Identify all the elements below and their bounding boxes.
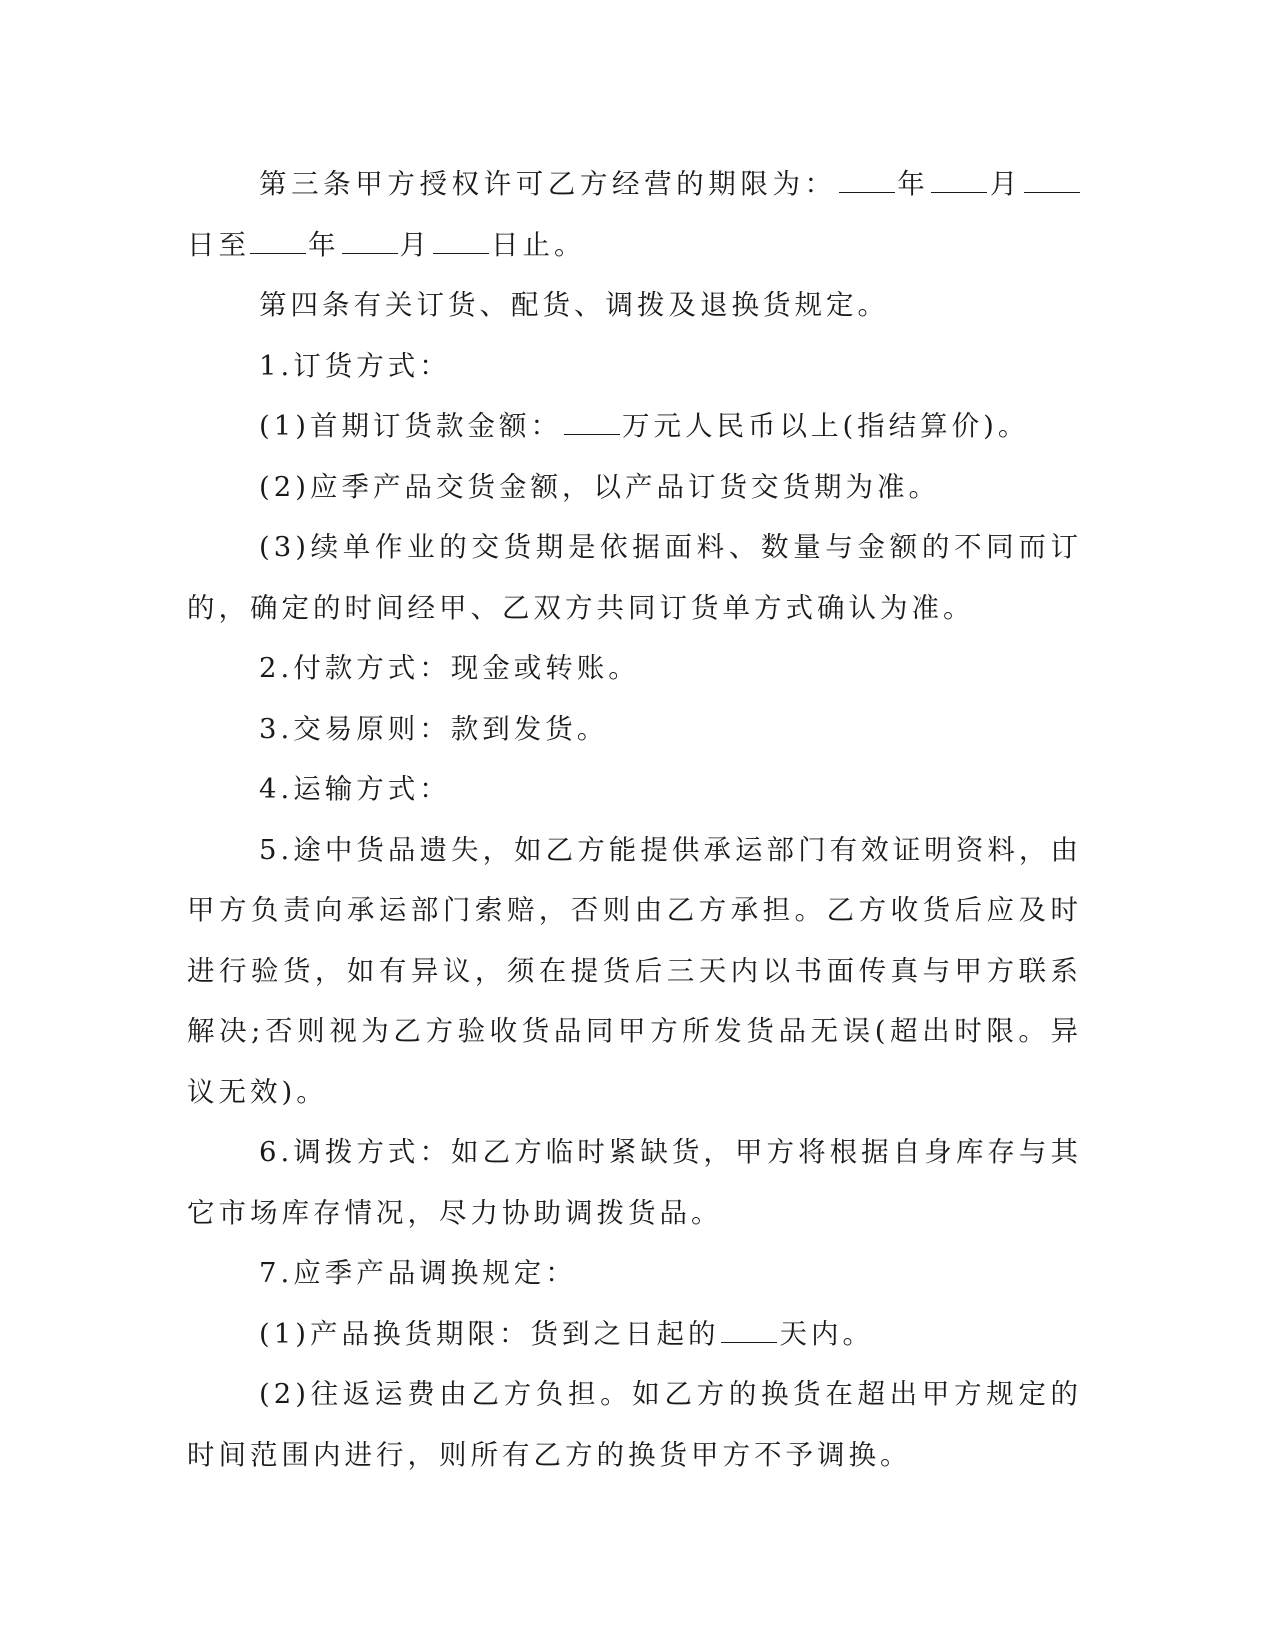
blank-end-month [342,224,398,254]
paragraph-payment-method: 2.付款方式：现金或转账。 [259,652,640,684]
paragraph-seasonal-delivery: (2)应季产品交货金额，以产品订货交货期为准。 [259,470,940,503]
blank-start-year [839,163,895,193]
blank-end-year [250,224,306,254]
blank-start-month [931,163,987,193]
paragraph-article-3: 第三条甲方授权许可乙方经营的期限为： 年 月日至 年 月 日止。 [187,154,1082,275]
paragraph-freight-cost: (2)往返运费由乙方负担。如乙方的换货在超出甲方规定的时间范围内进行，则所有乙方的换货甲方不予调换。 [187,1378,1082,1471]
paragraph-transport-method: 4.运输方式： [259,773,451,805]
paragraph-exchange-period: (1)产品换货期限：货到之日起的 天内。 [187,1304,1082,1365]
paragraph-trade-principle: 3.交易原则：款到发货。 [259,712,609,745]
paragraph-article-4: 第四条有关订货、配货、调拨及退换货规定。 [259,289,889,321]
document-page [187,154,1082,1485]
blank-order-amount [564,405,620,435]
paragraph-transfer-method: 6.调拨方式：如乙方临时紧缺货，甲方将根据自身库存与其它市场库存情况，尽力协助调拨货品。 [187,1136,1082,1229]
paragraph-order-method: 1.订货方式： [259,349,451,382]
blank-start-day [1024,163,1080,193]
blank-end-day [433,224,489,254]
paragraph-loss-in-transit: 5.途中货品遗失，如乙方能提供承运部门有效证明资料，由甲方负责向承运部门索赔，否则由乙方承担。乙方收货后应及时进行验货，如有异议，须在提货后三天内以书面传真与甲方联系解决;否则视为乙方验收货品同甲方所发货品无误(超出时限。异议无效)。 [187,833,1082,1108]
paragraph-first-order-amount: (1)首期订货款金额： 万元人民币以上(指结算价)。 [187,396,1082,457]
blank-exchange-days [721,1313,777,1343]
paragraph-reorder-delivery: (3)续单作业的交货期是依据面料、数量与金额的不同而订的，确定的时间经甲、乙双方共同订货单方式确认为准。 [187,531,1082,624]
paragraph-exchange-rules: 7.应季产品调换规定： [259,1257,577,1289]
